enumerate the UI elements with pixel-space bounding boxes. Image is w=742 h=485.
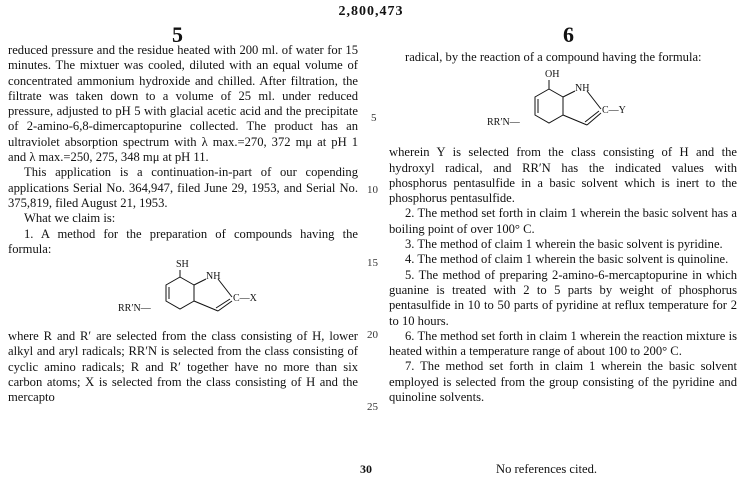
- right-column: [389, 50, 737, 405]
- left-structure-bonds: [166, 270, 232, 311]
- left-column-number: 5: [172, 22, 183, 47]
- right-paragraph-1: radical, by the reaction of a compound having the formula:: [405, 50, 702, 64]
- left-paragraph-2: This application is a continuation-in-part of our copending applications Serial No. 364,947, filed June 29, 1953, and Serial No. 375,819, filed August 21, 1953.: [8, 165, 358, 210]
- right-paragraph-4: 3. The method of claim 1 wherein the basic solvent is pyridine.: [405, 237, 723, 252]
- left-structure-amino-label: RR′N—: [118, 303, 151, 315]
- right-structure-oh-label: OH: [545, 69, 560, 81]
- right-column-number: 6: [563, 22, 574, 47]
- right-paragraph-6: 5. The method of preparing 2-amino-6-mercaptopurine in which guanine is treated with 2 to 5 parts by weight of phosphorus pentasulfide in 10 to 50 parts of pyridine at reflux temperature for 2 to 10 hours.: [389, 267, 737, 328]
- right-paragraph-8: 7. The method set forth in claim 1 wherein the basic solvent employed is selected from the group consisting of the pyridine and quinoline solvents.: [389, 359, 737, 405]
- left-paragraph-4: 1. A method for the preparation of compounds having the formula:: [8, 226, 358, 256]
- line-number-5: 5: [371, 112, 377, 124]
- line-number-20: 20: [367, 329, 378, 341]
- right-structure-amino-label: RR′N—: [487, 117, 520, 129]
- line-number-10: 10: [367, 184, 378, 196]
- line-number-25: 25: [367, 401, 378, 413]
- line-number-15: 15: [367, 257, 378, 269]
- right-structure-bonds: [535, 80, 601, 125]
- right-paragraph-5: 4. The method of claim 1 wherein the basic solvent is quinoline.: [405, 252, 729, 267]
- left-paragraph-3: What we claim is:: [24, 211, 116, 226]
- left-structure-sh-label: SH: [176, 259, 189, 271]
- right-structure-nh-label: NH: [575, 83, 590, 95]
- footer-line-number: 30: [360, 462, 372, 476]
- references-note: No references cited.: [496, 462, 598, 476]
- right-chemical-structure: [389, 65, 737, 145]
- patent-number: 2,800,473: [338, 4, 404, 19]
- left-column: [8, 43, 358, 406]
- right-structure-substituent-label: C—Y: [602, 105, 626, 117]
- left-paragraph-1: reduced pressure and the residue heated with 200 ml. of water for 15 minutes. The mixtuer was cooled, diluted with an equal volume of concentrated ammonium hydroxide and chilled. After filtration, the filtrate was taken down to a volume of 25 ml. under reduced pressure, adjusted to pH 5 with glacial acetic acid and the precipitate of 2-amino-6,8-dimercaptopurine collected. The product has an ultraviolet absorption spectrum with λ max.=270, 372 mμ at pH 1 and λ max.=250, 275, 348 mμ at pH 11.: [8, 43, 358, 165]
- right-paragraph-7: 6. The method set forth in claim 1 wherein the reaction mixture is heated within a temperature range of about 100 to 200° C.: [389, 328, 737, 359]
- left-chemical-structure: [8, 257, 358, 329]
- right-paragraph-2: wherein Y is selected from the class consisting of H and the hydroxyl radical, and RR′N has the indicated values with phosphorus pentasulfide in a basic solvent which is inert to the phosphorus pentasulfide.: [389, 145, 737, 206]
- left-structure-substituent-label: C—X: [233, 293, 257, 305]
- right-paragraph-3: 2. The method set forth in claim 1 wherein the basic solvent has a boiling point of over 100° C.: [389, 206, 737, 236]
- left-paragraph-5: where R and R′ are selected from the class consisting of H, lower alkyl and aryl radicals; RR′N is selected from the class consisting of cyclic amino radicals; R and R′ together have no more than six carbon atoms; X is selected from the class consisting of H and the mercapto: [8, 329, 358, 405]
- left-structure-nh-label: NH: [206, 271, 221, 283]
